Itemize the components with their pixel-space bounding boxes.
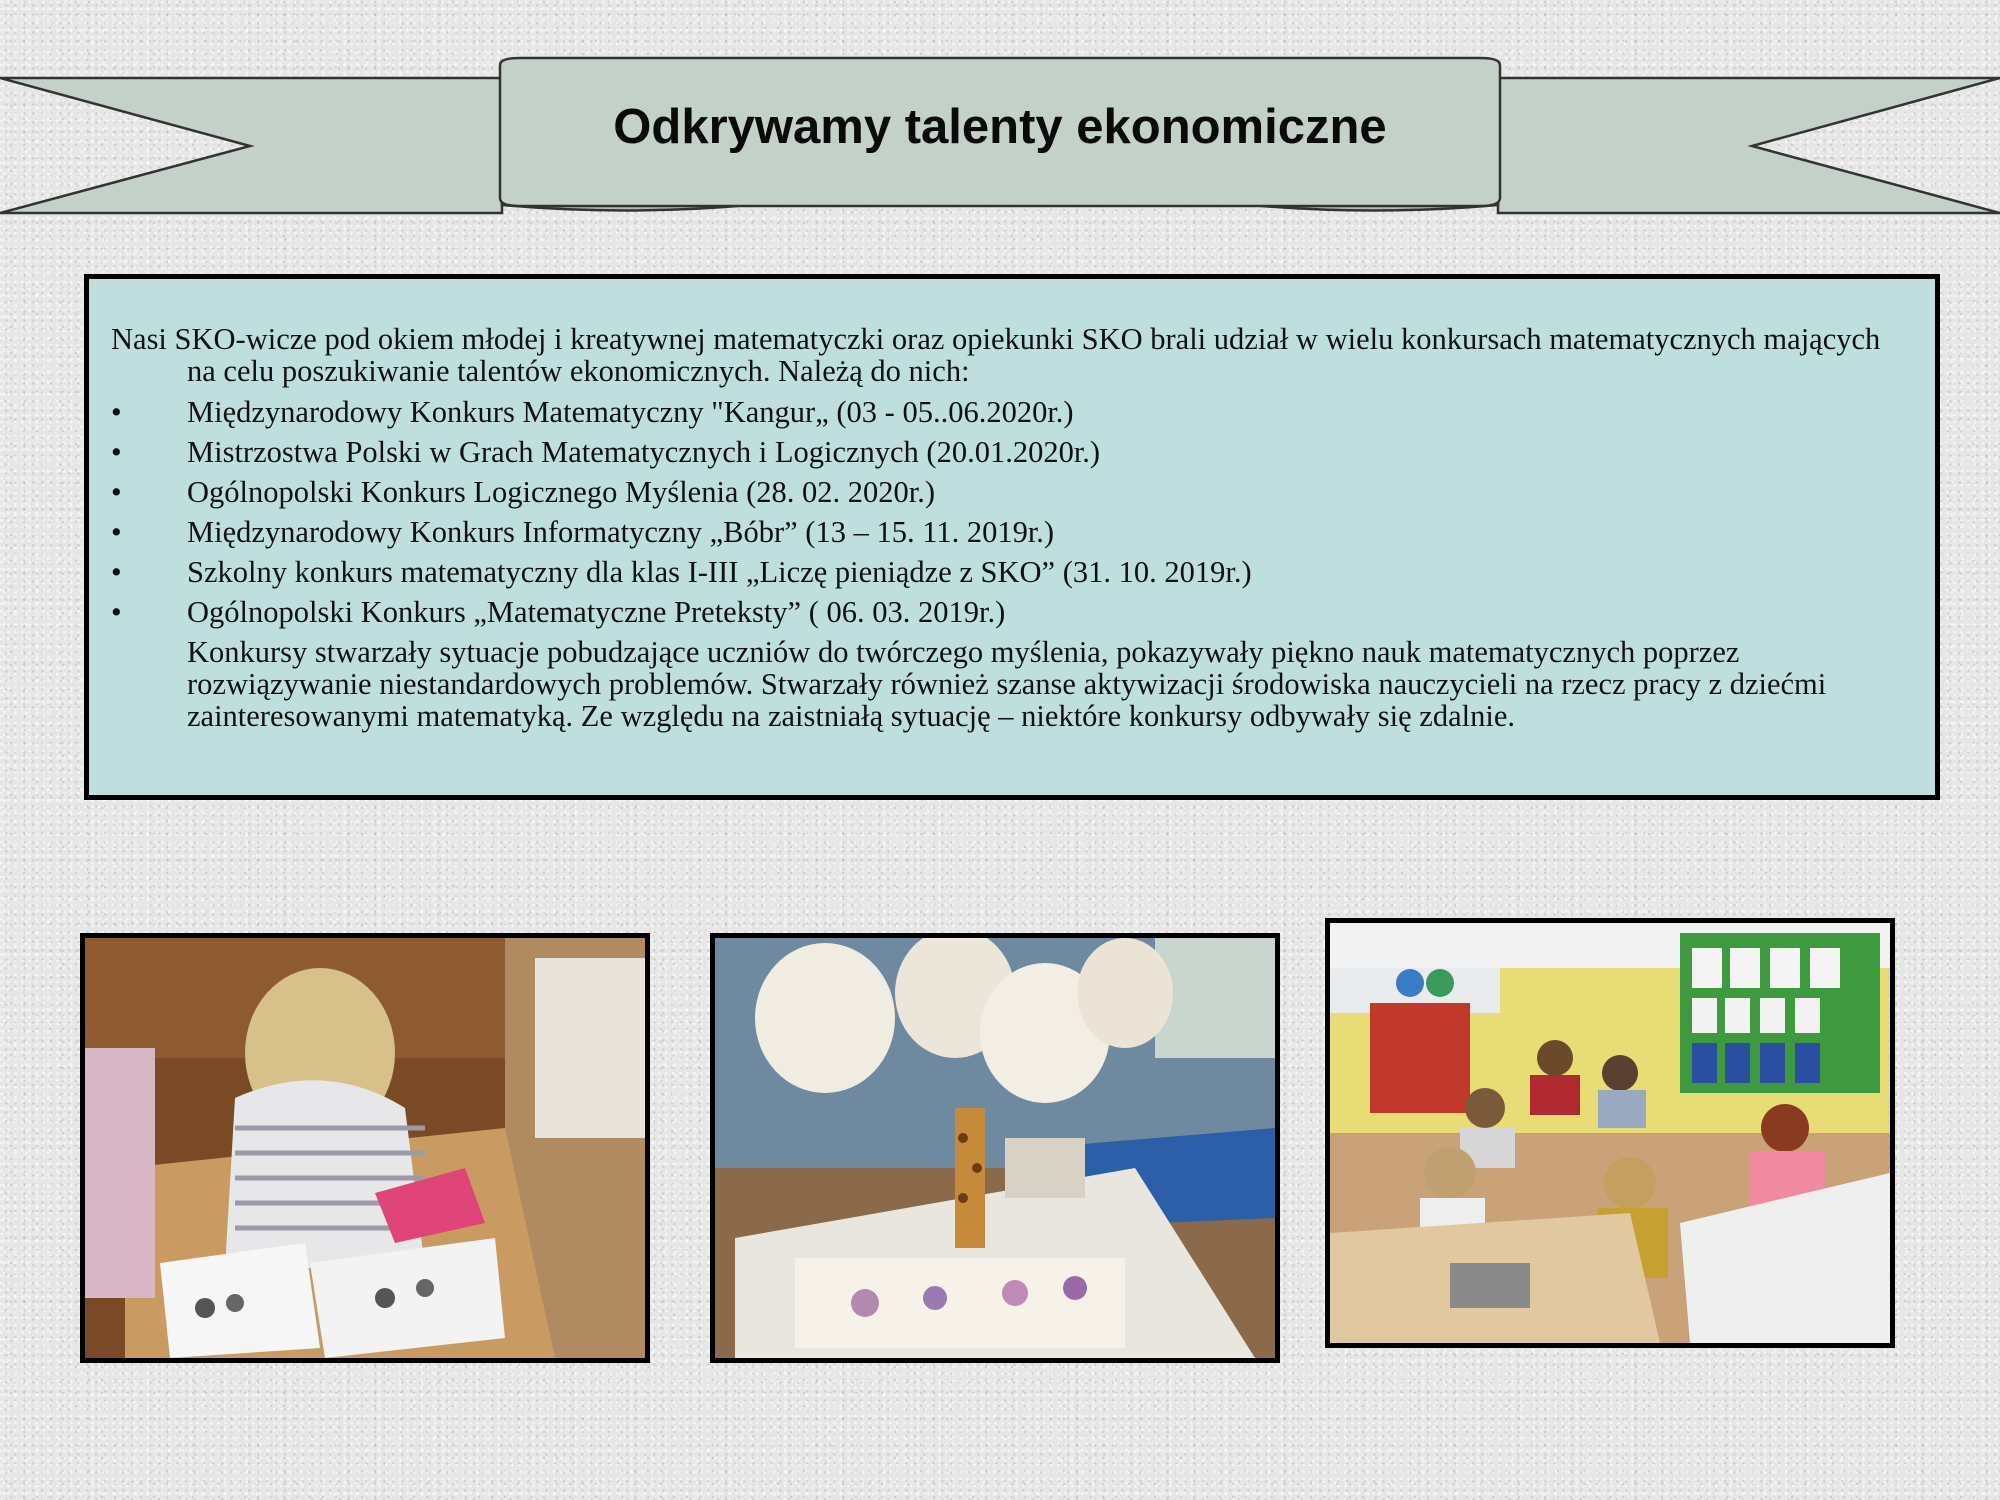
intro-paragraph: Nasi SKO-wicze pod okiem młodej i kreatywnej matematyczki oraz opiekunki SKO brali udział w wielu konkursach matematycznych mających na celu poszukiwanie talentów ekonomicznych. Należą do nich: bbox=[111, 322, 1881, 388]
contest-name: Mistrzostwa Polski w Grach Matematycznych i Logicznych (20.01.2020r.) bbox=[187, 435, 1101, 469]
bullet-icon: • bbox=[111, 395, 122, 429]
contest-name: Międzynarodowy Konkurs Informatyczny „Bóbr” (13 – 15. 11. 2019r.) bbox=[187, 515, 1055, 549]
page-title: Odkrywamy talenty ekonomiczne bbox=[613, 100, 1387, 154]
list-item bbox=[111, 512, 1913, 552]
list-item bbox=[111, 472, 1913, 512]
photo-student-writing bbox=[80, 933, 650, 1363]
contest-list bbox=[111, 392, 1913, 632]
bullet-icon: • bbox=[111, 475, 122, 509]
closing-paragraph: Konkursy stwarzały sytuacje pobudzające uczniów do twórczego myślenia, pokazywały piękno nauk matematycznych poprzez rozwiązywanie niestandardowych problemów. Stwarzały również szanse aktywizacji środowiska nauczycieli na rzecz pracy z dziećmi zainteresowanymi matematyką. Ze względu na zaistniałą sytuację – niektóre konkursy odbywały się zdalnie. bbox=[187, 635, 1827, 733]
contest-name: Szkolny konkurs matematyczny dla klas I-III „Liczę pieniądze z SKO” (31. 10. 2019r.) bbox=[187, 555, 1252, 589]
list-item bbox=[111, 432, 1913, 472]
photo-student-writing-image bbox=[85, 938, 645, 1358]
bullet-icon: • bbox=[111, 595, 122, 629]
content-box bbox=[84, 274, 1940, 800]
photo-classroom-image bbox=[1330, 923, 1890, 1343]
contest-name: Ogólnopolski Konkurs „Matematyczne Preteksty” ( 06. 03. 2019r.) bbox=[187, 595, 1006, 629]
list-item bbox=[111, 592, 1913, 632]
photo-classroom bbox=[1325, 918, 1895, 1348]
photo-balloons-table-image bbox=[715, 938, 1275, 1358]
bullet-icon: • bbox=[111, 555, 122, 589]
title-banner bbox=[0, 0, 2000, 230]
contest-name: Międzynarodowy Konkurs Matematyczny "Kangur„ (03 - 05..06.2020r.) bbox=[187, 395, 1074, 429]
bullet-icon: • bbox=[111, 435, 122, 469]
photo-balloons-table bbox=[710, 933, 1280, 1363]
contest-name: Ogólnopolski Konkurs Logicznego Myślenia (28. 02. 2020r.) bbox=[187, 475, 936, 509]
list-item bbox=[111, 552, 1913, 592]
bullet-icon: • bbox=[111, 515, 122, 549]
list-item bbox=[111, 392, 1913, 432]
